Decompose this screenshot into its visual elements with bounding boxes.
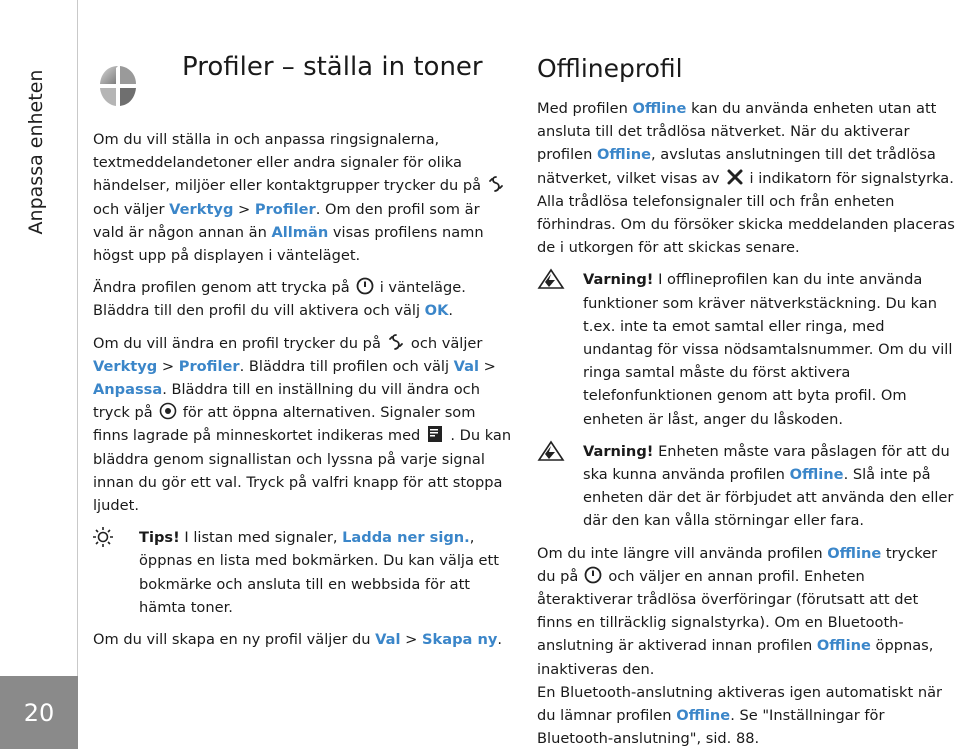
paragraph-change-profile: Ändra profilen genom att trycka på i vänteläge. Bläddra till den profil du vill aktivera och välj OK. bbox=[93, 279, 466, 320]
joystick-press-icon bbox=[158, 402, 178, 420]
right-column bbox=[537, 97, 955, 750]
sidebar-divider bbox=[77, 0, 78, 749]
paragraph-bluetooth: En Bluetooth-anslutning aktiveras igen automatiskt när du lämnar profilen Offline. Se "Inställningar för Bluetooth-anslutning", sid. 88. bbox=[537, 683, 943, 748]
offline-x-icon bbox=[725, 168, 745, 186]
warning-note-2: Varning! Enheten måste vara påslagen för att du ska kunna använda profilen Offline. Slå inte på enheten där det är förbjudet att använda den eller där den kan vålla störningar eller fara. bbox=[537, 440, 955, 533]
left-column bbox=[93, 128, 513, 651]
tip-note: Tips! I listan med signaler, Ladda ner sign., öppnas en lista med bokmärken. Du kan välja ett bokmärke och ansluta till en webbsida för att hämta toner. bbox=[93, 526, 513, 619]
menu-key-icon bbox=[486, 175, 506, 193]
lightbulb-icon bbox=[91, 526, 119, 548]
paragraph-offline-intro: Med profilen Offline kan du använda enheten utan att ansluta till det trådlösa nätverket. När du aktiverar profilen Offline, avslutas anslutningen till det trådlösa nätverket, vilket visas av i indikatorn för signalstyrka. Alla trådlösa telefonsignaler till och från enheten förhindras. Om du försöker skicka meddelanden placeras de i utkorgen för att skickas senare. bbox=[537, 100, 955, 257]
memory-card-icon bbox=[425, 425, 445, 443]
page-title: Profiler – ställa in toner bbox=[182, 52, 483, 82]
paragraph-customize: Om du vill ändra en profil trycker du på och väljer Verktyg > Profiler. Bläddra till profilen och välj Val > Anpassa. Bläddra till en inställning du vill ändra och tryck på för att öppna alternativen. Signaler som finns lagrade på minneskortet indikeras med . Du kan bläddra genom signallistan och lyssna på varje signal innan du gör ett val. Tryck på valfri knapp för att stoppa ljudet. bbox=[93, 334, 512, 515]
menu-key-icon bbox=[386, 333, 406, 351]
paragraph-new-profile: Om du vill skapa en ny profil väljer du Val > Skapa ny. bbox=[93, 631, 502, 649]
power-key-icon bbox=[355, 277, 375, 295]
page-number: 20 bbox=[0, 676, 78, 749]
warning-triangle-icon bbox=[537, 268, 565, 290]
warning-triangle-icon bbox=[537, 440, 565, 462]
tools-gear-icon bbox=[96, 62, 140, 110]
power-key-icon bbox=[583, 566, 603, 584]
paragraph-intro: Om du vill ställa in och anpassa ringsignalerna, textmeddelandetoner eller andra signaler för olika händelser, miljöer eller kontaktgrupper trycker du påoch väljer Verktyg > Profiler. Om den profil som är vald är någon annan än Allmän visas profilens namn högst upp på displayen i vänteläget. bbox=[93, 128, 513, 267]
section-label: Anpassa enheten bbox=[25, 69, 47, 235]
section-title-offline: Offlineprofil bbox=[537, 54, 683, 83]
paragraph-leave-offline: Om du inte längre vill använda profilen Offline trycker du på och väljer en annan profil. Enheten återaktiverar trådlösa överföringar (förutsatt att det finns en tillräcklig signalstyrka). Om en Bluetooth-anslutning är aktiverad innan profilen Offline öppnas, inaktiveras den. bbox=[537, 544, 938, 678]
warning-note-1: Varning! I offlineprofilen kan du inte använda funktioner som kräver nätverkstäckning. Du kan t.ex. inte ta emot samtal eller ringa, med undantag för vissa nödsamtalsnummer. Om du vill ringa samtal måste du först aktivera telefonfunktionen genom att byta profil. Om enheten är låst, anger du låskoden. bbox=[537, 268, 955, 430]
